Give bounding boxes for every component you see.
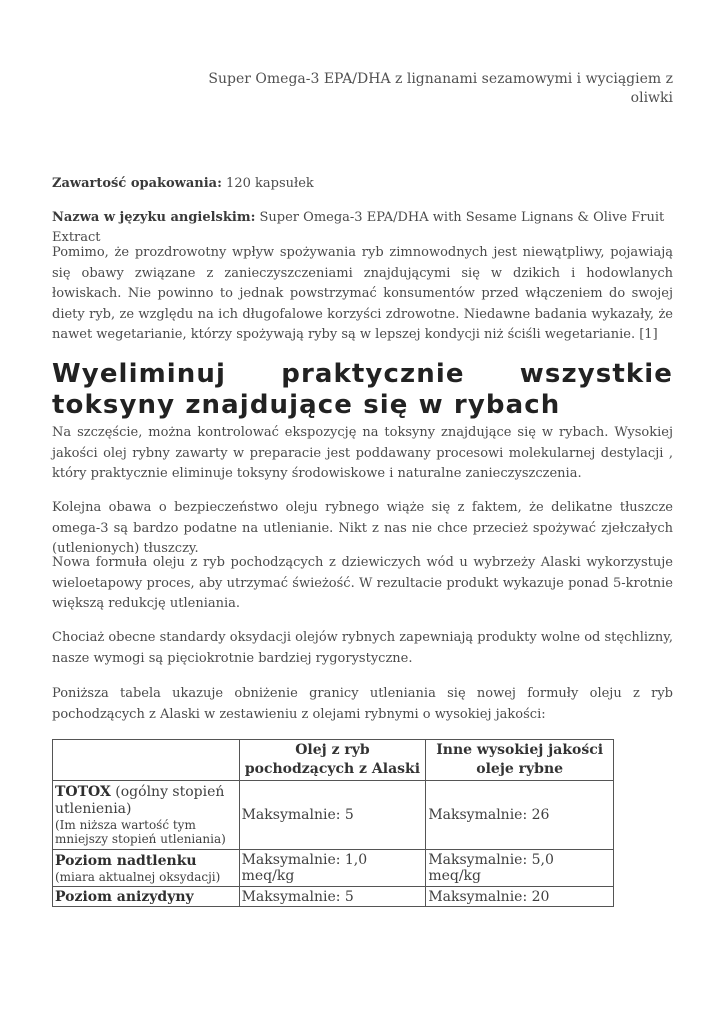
row-note: (miara aktualnej oksydacji) [55,869,221,884]
table-cell: Maksymalnie: 5 [239,781,426,850]
section-paragraph: Chociaż obecne standardy oksydacji olejów rybnych zapewniają produkty wolne od stęchlizny, nasze wymogi są pięciokrotnie bardziej rygorystyczne. [52,630,674,666]
table-header-row [53,740,614,781]
row-label-cell [53,887,240,907]
table-cell: Maksymalnie: 26 [426,781,614,850]
table-cell: Maksymalnie: 1,0 meq/kg [239,850,426,887]
section-paragraph: Na szczęście, można kontrolować ekspozycję na toksyny znajdujące się w rybach. Wysokiej jakości olej rybny zawarty w preparacie jest poddawany procesowi molekularnej destylacji , który praktycznie eliminuje toksyny środowiskowe i naturalne zanieczyszczenia. [52,425,673,481]
package-contents-label: Zawartość opakowania: [52,176,222,191]
package-contents-value: 120 kapsułek [226,176,314,191]
english-name-label: Nazwa w języku angielskim: [52,210,256,225]
table-row [53,887,614,907]
table-header-cell: Olej z ryb pochodzących z Alaski [239,740,426,781]
table-row [53,781,614,850]
section-paragraph: Poniższa tabela ukazuje obniżenie granicy utleniania się nowej formuły oleju z ryb pochodzących z Alaski w zestawieniu z olejami rybnymi o wysokiej jakości: [52,686,673,722]
section-paragraph: Kolejna obawa o bezpieczeństwo oleju rybnego wiąże się z faktem, że delikatne tłuszcze omega-3 są bardzo podatne na utlenianie. Nikt z nas nie chce przecież spożywać zjełczałych (utlenionych) tłuszczy. [52,500,673,556]
row-note: (Im niższa wartość tym mniejszy stopień utleniania) [55,818,226,846]
row-label-bold: TOTOX [55,784,111,800]
table-header-cell: Inne wysokiej jakości oleje rybne [426,740,614,781]
product-title: Super Omega-3 EPA/DHA z lignanami sezamowymi i wyciągiem z oliwki [208,71,673,106]
row-label-bold: Poziom anizydyny [55,888,194,905]
intro-paragraph: Pomimo, że prozdrowotny wpływ spożywania ryb zimnowodnych jest niewątpliwy, pojawiają się obawy związane z zanieczyszczeniami znajdującymi się w dzikich i hodowlanych łowiskach. Nie powinno to jednak powstrzymać konsumentów przed włączeniem do swojej diety ryb, ze względu na ich długofalowe korzyści zdrowotne. Niedawne badania wykazały, że nawet wegetarianie, którzy spożywają ryby są w lepszej kondycji niż ściśli wegetarianie. [1] [52,245,673,342]
oxidation-comparison-table [52,739,614,907]
package-contents [52,174,673,194]
table-cell: Maksymalnie: 20 [426,887,614,907]
row-label-rest: (ogólny stopień utlenienia) [55,784,225,817]
english-name-value: Super Omega-3 EPA/DHA with Sesame Lignans & Olive Fruit Extract [52,210,665,245]
row-label-cell [53,850,240,887]
table-cell: Maksymalnie: 5,0 meq/kg [426,850,614,887]
section-heading: Wyeliminuj praktycznie wszystkie toksyny znajdujące się w rybach [52,359,673,420]
table-cell: Maksymalnie: 5 [239,887,426,907]
row-label-cell [53,781,240,850]
english-name [52,208,673,248]
table-header-cell [53,740,240,781]
row-label-bold: Poziom nadtlenku [55,852,197,869]
section-paragraph: Nowa formuła oleju z ryb pochodzących z dziewiczych wód u wybrzeży Alaski wykorzystuje wieloetapowy proces, aby utrzymać świeżość. W rezultacie produkt wykazuje ponad 5-krotnie większą redukcję utleniania. [52,555,673,611]
table-row [53,850,614,887]
